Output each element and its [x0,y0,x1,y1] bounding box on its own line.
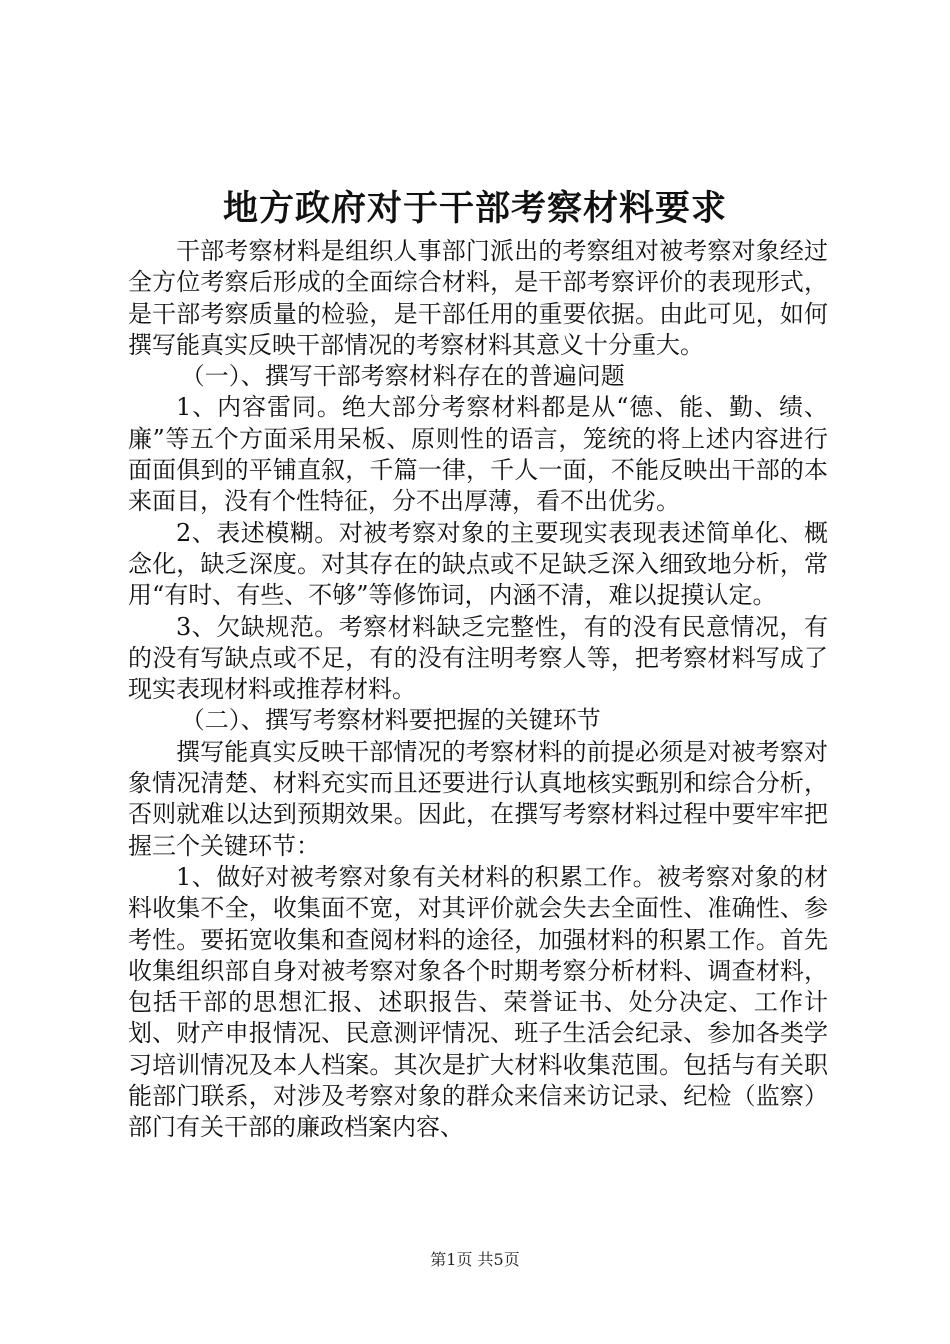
section-heading-2: （二）、撰写考察材料要把握的关键环节 [180,706,601,735]
paragraph-item: 3、欠缺规范。考察材料缺乏完整性，有的没有民意情况，有的没有写缺点或不足，有的没有注明考察人等，把考察材料写成了现实表现材料或推荐材料。 [128,612,828,704]
page-footer: 第1页 共5页 [430,1250,520,1269]
paragraph-item: 2、表述模糊。对被考察对象的主要现实表现表述简单化、概念化，缺乏深度。对其存在的缺点或不足缺乏深入细致地分析，常用“有时、有些、不够”等修饰词，内涵不清，难以捉摸认定。 [128,518,828,610]
paragraph-item: 1、做好对被考察对象有关材料的积累工作。被考察对象的材料收集不全，收集面不宽，对其评价就会失去全面性、准确性、参考性。要拓宽收集和查阅材料的途径，加强材料的积累工作。首先收集组织部自身对被考察对象各个时期考察分析材料、调查材料，包括干部的思想汇报、述职报告、荣誉证书、处分决定、工作计划、财产申报情况、民意测评情况、班子生活会纪录、参加各类学习培训情况及本人档案。其次是扩大材料收集范围。包括与有关职能部门联系，对涉及考察对象的群众来信来访记录、纪检（监察）部门有关干部的廉政档案内容、 [128,862,828,1142]
document-title: 地方政府对于干部考察材料要求 [222,188,727,229]
paragraph-item: 撰写能真实反映干部情况的考察材料的前提必须是对被考察对象情况清楚、材料充实而且还要进行认真地核实甄别和综合分析，否则就难以达到预期效果。因此，在撰写考察材料过程中要牢牢把握三个关键环节： [128,737,828,860]
paragraph-intro: 干部考察材料是组织人事部门派出的考察组对被考察对象经过全方位考察后形成的全面综合材料，是干部考察评价的表现形式，是干部考察质量的检验，是干部任用的重要依据。由此可见，如何撰写能真实反映干部情况的考察材料其意义十分重大。 [128,237,828,359]
paragraph-item: 1、内容雷同。绝大部分考察材料都是从“德、能、勤、绩、廉”等五个方面采用呆板、原则性的语言，笼统的将上述内容进行面面俱到的平铺直叙，千篇一律，千人一面，不能反映出干部的本来面目，没有个性特征，分不出厚薄，看不出优劣。 [128,393,828,516]
document-body [128,236,828,1144]
section-heading-1: （一）、撰写干部考察材料存在的普遍问题 [180,362,625,391]
